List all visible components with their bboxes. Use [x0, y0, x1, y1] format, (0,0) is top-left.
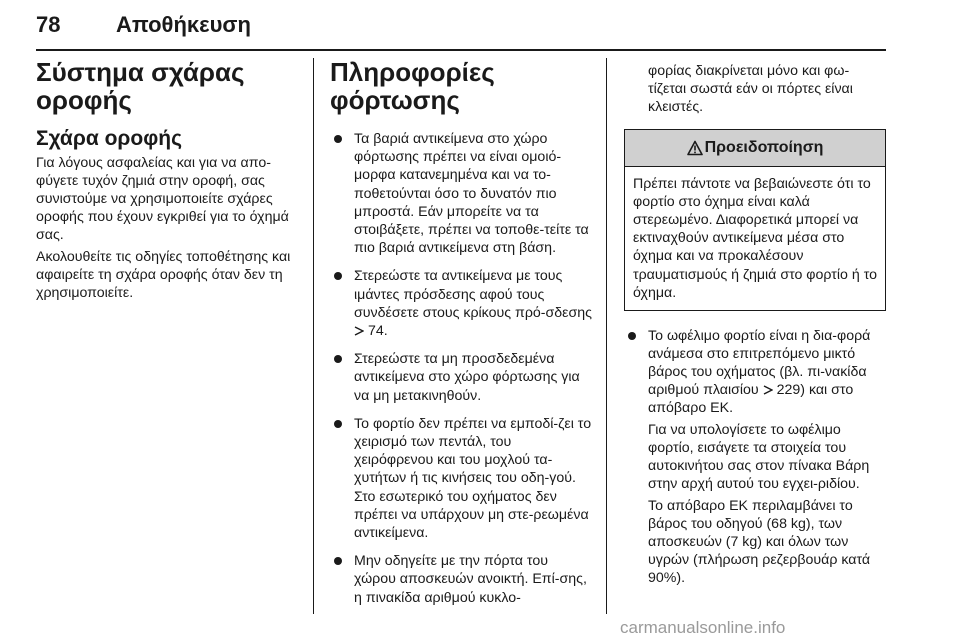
heading-loading-info: Πληροφορίες φόρτωσης	[330, 57, 495, 115]
column-divider-left	[313, 58, 314, 614]
column-loading-info	[330, 58, 592, 617]
list-item: Το ωφέλιμο φορτίο είναι η δια-φορά ανάμεσα στο επιτρεπόμενο μικτό βάρος του οχήματος (βλ. πι-νακίδα αριθμού πλαισίου 229) και στο απόβαρο ΕΚ. Για να υπολογίσετε το ωφέλιμο φορτίο, εισάγετε τα στοιχεία του αυτοκινήτου σας στον πίνακα Βάρη στην αρχή αυτού του εγχει-ριδίου. Το απόβαρο ΕΚ περιλαμβάνει το βάρος του οδηγού (68 kg), των αποσκευών (7 kg) και όλων των υγρών (πλήρωση ρεζερβουάρ κατά 90%).	[624, 327, 886, 587]
bullet-icon	[334, 135, 342, 143]
warning-box	[624, 129, 886, 311]
subheading-roof-rack: Σχάρα οροφής	[36, 127, 182, 150]
heading-roof-rack-system: Σύστημα σχάρας οροφής	[36, 57, 245, 115]
warning-triangle-icon	[687, 140, 703, 156]
warning-title: Προειδοποίηση	[704, 138, 824, 156]
paragraph-instructions: Ακολουθείτε τις οδηγίες τοποθέτησης και αφαιρείτε τη σχάρα οροφής όταν δεν τη χρησιμοποιείτε.	[36, 249, 291, 301]
column-roof-rack	[36, 58, 308, 306]
column-payload	[624, 62, 886, 597]
list-item: Τα βαριά αντικείμενα στο χώρο φόρτωσης πρέπει να είναι ομοιό-μορφα κατανεμημένα και να το-ποθετούνται όσο το δυνατόν πιο μπροστά. Εάν μπορείτε να τα στοιβάξετε, πρέπει να τοποθε-τείτε τα πιο βαριά αντικείμενα στη βάση.	[330, 130, 592, 257]
paragraph-curb-weight: Το απόβαρο ΕΚ περιλαμβάνει το βάρος του οδηγού (68 kg), των αποσκευών (7 kg) και όλων των υγρών (πλήρωση ρεζερβουάρ κατά 90%).	[648, 498, 871, 587]
paragraph-safety: Για λόγους ασφαλείας και για να απο-φύγετε τυχόν ζημιά στην οροφή, σας συνιστούμε να χρησιμοποιείτε σχάρες οροφής που έχουν εγκριθεί για το όχημά σας.	[36, 155, 289, 243]
payload-bullet-list	[624, 327, 886, 587]
list-item: Το φορτίο δεν πρέπει να εμποδί-ζει το χειρισμό των πεντάλ, του χειρόφρενου και του μοχλού τα-χυτήτων ή τις κινήσεις του οδη-γού. Στο εσωτερικό του οχήματος δεν πρέπει να υπάρχουν μη στε-ρεωμένα αντικείμενα.	[330, 415, 592, 542]
bullet-icon	[628, 332, 636, 340]
page-number: 78	[36, 12, 61, 37]
watermark-text: carmanualsonline.info	[620, 618, 786, 637]
header-rule	[36, 49, 886, 51]
paragraph-calculate-payload: Για να υπολογίσετε το ωφέλιμο φορτίο, εισάγετε τα στοιχεία του αυτοκινήτου σας στον πίνακα Βάρη στην αρχή αυτού του εγχει-ριδίου.	[648, 422, 870, 493]
page-reference-link[interactable]: 74.	[367, 323, 388, 340]
bullet-icon	[334, 272, 342, 280]
column-divider-right	[606, 58, 607, 614]
page-reference-icon	[763, 385, 773, 395]
bullet-icon	[334, 420, 342, 428]
page-reference-link[interactable]: 229)	[776, 382, 805, 399]
section-title: Αποθήκευση	[116, 12, 251, 37]
list-item: Στερεώστε τα μη προσδεδεμένα αντικείμενα στο χώρο φόρτωσης για να μη μετακινηθούν.	[330, 350, 592, 405]
bullet-icon	[334, 557, 342, 565]
page-reference-icon	[354, 326, 364, 336]
list-item: Στερεώστε τα αντικείμενα με τους ιμάντες πρόσδεσης αφού τους συνδέσετε στους κρίκους πρό-σδεσης 74.	[330, 267, 592, 340]
warning-body: Πρέπει πάντοτε να βεβαιώνεστε ότι το φορτίο στο όχημα είναι καλά στερεωμένο. Διαφορετικά μπορεί να εκτιναχθούν αντικείμενα μέσα στο όχημα και να προκαλέσουν τραυματισμούς ή ζημιά στο φορτίο ή το όχημα.	[633, 175, 877, 301]
paragraph-continued: φορίας διακρίνεται μόνο και φω-τίζεται σωστά εάν οι πόρτες είναι κλειστές.	[648, 63, 853, 116]
list-item: Μην οδηγείτε με την πόρτα του χώρου αποσκευών ανοικτή. Επί-σης, η πινακίδα αριθμού κυκλο-	[330, 552, 592, 607]
bullet-icon	[334, 355, 342, 363]
warning-header	[625, 130, 885, 167]
page-header	[36, 8, 886, 48]
loading-bullet-list	[330, 130, 592, 607]
